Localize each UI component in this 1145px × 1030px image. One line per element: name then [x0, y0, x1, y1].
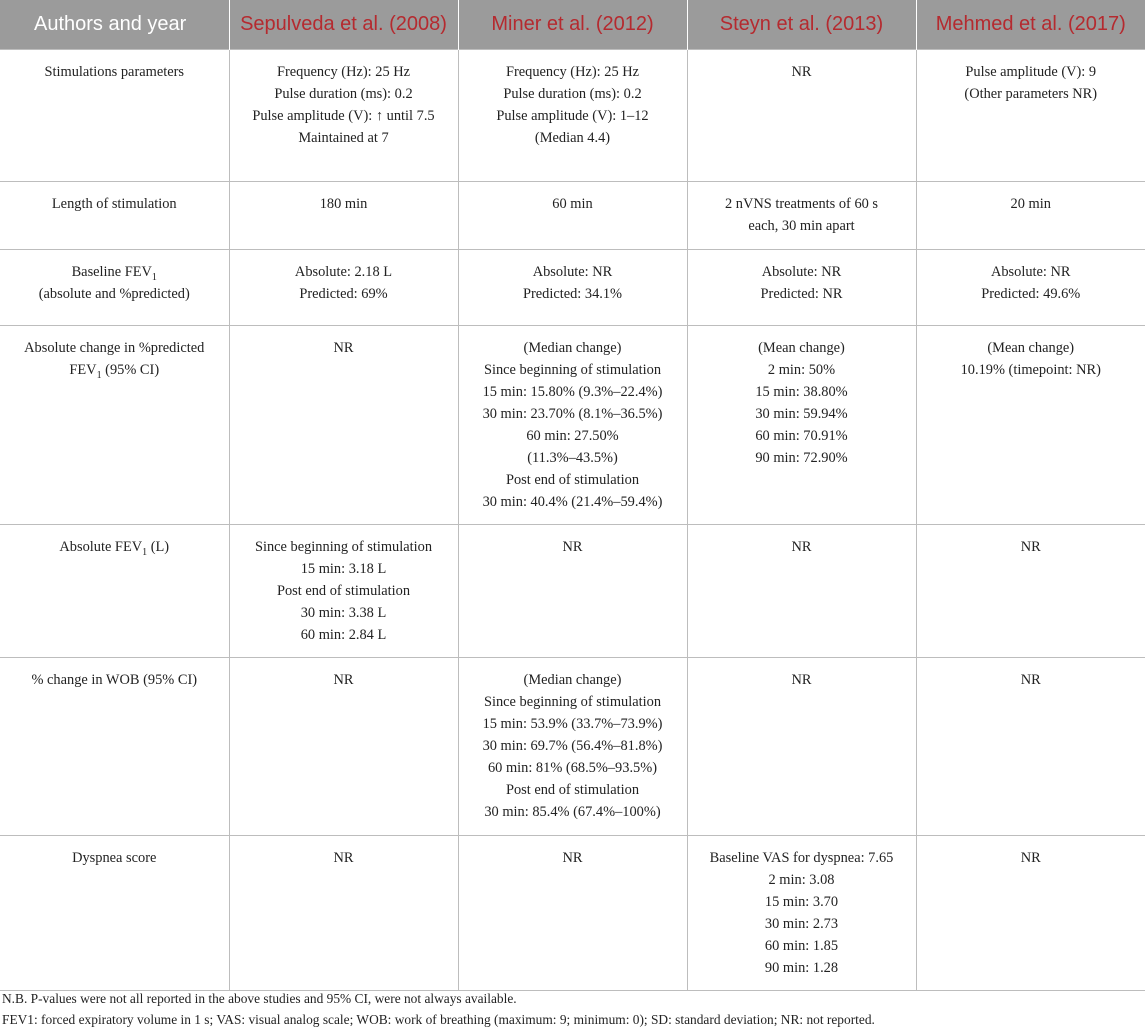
cell-line: (Other parameters NR): [964, 86, 1098, 102]
cell-line: 2 nVNS treatments of 60 s: [724, 196, 879, 212]
cell-line: (Mean change): [758, 340, 845, 356]
cell-line: 30 min: 3.38 L: [300, 605, 387, 621]
table-cell: [458, 836, 687, 991]
table-footnotes: [2, 988, 875, 1030]
cell-line: (Median 4.4): [534, 130, 611, 146]
row-label-part: Baseline FEV: [71, 264, 152, 280]
table-cell: [458, 182, 687, 250]
row-label: [0, 326, 229, 525]
cell-line: (Median change): [523, 340, 622, 356]
row-label-text: [4, 261, 225, 283]
cell-line: 15 min: 38.80%: [755, 384, 848, 400]
cell-line: (Mean change): [987, 340, 1075, 356]
row-label-text: Dyspnea score: [72, 850, 157, 866]
cell-line: 15 min: 15.80% (9.3%–22.4%): [482, 384, 663, 400]
cell-line: Pulse duration (ms): 0.2: [274, 86, 413, 102]
cell-line: 20 min: [1010, 196, 1051, 212]
table-row: [0, 250, 1145, 326]
cell-line: Predicted: 69%: [299, 286, 388, 302]
table-cell: [458, 525, 687, 658]
cell-line: Since beginning of stimulation: [254, 539, 433, 555]
cell-line: NR: [333, 672, 354, 688]
cell-line: NR: [562, 539, 583, 555]
cell-line: 30 min: 69.7% (56.4%–81.8%): [482, 738, 663, 754]
row-label-text: Length of stimulation: [51, 196, 177, 212]
row-label-part: Absolute change in %predicted: [24, 340, 205, 356]
table-row: [0, 836, 1145, 991]
footnote-nb: N.B. P-values were not all reported in the above studies and 95% CI, were not always available.: [2, 991, 517, 1006]
subscript: 1: [151, 271, 157, 283]
subscript: 1: [96, 369, 102, 381]
cell-line: Absolute: NR: [761, 264, 842, 280]
table-cell: [916, 250, 1145, 326]
table-cell: [916, 525, 1145, 658]
cell-line: Post end of stimulation: [505, 472, 640, 488]
cell-line: Pulse duration (ms): 0.2: [503, 86, 642, 102]
cell-line: 30 min: 23.70% (8.1%–36.5%): [482, 406, 663, 422]
subscript: 1: [142, 546, 148, 558]
cell-line: 30 min: 2.73: [764, 916, 839, 932]
table-cell: [916, 836, 1145, 991]
table-row: [0, 326, 1145, 525]
cell-line: Predicted: 49.6%: [981, 286, 1081, 302]
table-cell: [687, 326, 916, 525]
row-label: [0, 50, 229, 182]
cell-line: 30 min: 85.4% (67.4%–100%): [484, 804, 661, 820]
table-cell: [458, 658, 687, 836]
cell-line: Pulse amplitude (V): 1–12: [496, 108, 649, 124]
cell-line: NR: [1020, 539, 1041, 555]
table-row: [0, 182, 1145, 250]
header-row-label: Authors and year: [0, 0, 229, 50]
cell-line: Post end of stimulation: [276, 583, 411, 599]
row-label-part: Absolute FEV: [59, 539, 143, 555]
cell-line: Absolute: 2.18 L: [294, 264, 393, 280]
cell-line: NR: [1020, 850, 1041, 866]
table-cell: [229, 326, 458, 525]
table-cell: [916, 326, 1145, 525]
cell-line: 15 min: 53.9% (33.7%–73.9%): [482, 716, 663, 732]
cell-line: NR: [333, 340, 354, 356]
row-label-part: (absolute and %predicted): [38, 286, 190, 302]
cell-line: 60 min: 27.50%: [526, 428, 619, 444]
table-cell: [458, 50, 687, 182]
row-label-text: [4, 359, 225, 381]
cell-line: Predicted: 34.1%: [522, 286, 623, 302]
cell-line: (11.3%–43.5%): [527, 450, 618, 466]
table-row: [0, 525, 1145, 658]
cell-line: 2 min: 50%: [767, 362, 836, 378]
cell-line: 60 min: 70.91%: [755, 428, 848, 444]
header-study-miner: Miner et al. (2012): [458, 0, 687, 50]
table-cell: [229, 836, 458, 991]
header-study-steyn: Steyn et al. (2013): [687, 0, 916, 50]
table-cell: [229, 182, 458, 250]
table-cell: [458, 326, 687, 525]
table-cell: [687, 836, 916, 991]
table-header-row: [0, 0, 1145, 50]
cell-line: 30 min: 40.4% (21.4%–59.4%): [482, 494, 663, 510]
cell-line: 180 min: [319, 196, 368, 212]
cell-line: NR: [562, 850, 583, 866]
cell-line: 60 min: 1.85: [764, 938, 839, 954]
table-cell: [916, 658, 1145, 836]
row-label-text: % change in WOB (95% CI): [31, 672, 198, 688]
table-cell: [229, 50, 458, 182]
table-cell: [916, 182, 1145, 250]
table-cell: [687, 50, 916, 182]
cell-line: 90 min: 1.28: [764, 960, 839, 976]
cell-line: 60 min: [552, 196, 593, 212]
row-label: [0, 250, 229, 326]
table-cell: [687, 182, 916, 250]
cell-line: 30 min: 59.94%: [755, 406, 848, 422]
cell-line: 15 min: 3.18 L: [300, 561, 387, 577]
cell-line: NR: [1020, 672, 1041, 688]
table-cell: [229, 250, 458, 326]
table-cell: [229, 525, 458, 658]
cell-line: each, 30 min apart: [748, 218, 855, 234]
cell-line: 2 min: 3.08: [768, 872, 835, 888]
table-row: [0, 658, 1145, 836]
cell-line: NR: [333, 850, 354, 866]
cell-line: Since beginning of stimulation: [483, 362, 662, 378]
row-label-part: (L): [147, 539, 170, 555]
row-label: [0, 182, 229, 250]
cell-line: 15 min: 3.70: [764, 894, 839, 910]
table-cell: [458, 250, 687, 326]
cell-line: NR: [791, 539, 812, 555]
table-cell: [687, 525, 916, 658]
cell-line: 90 min: 72.90%: [755, 450, 848, 466]
table-cell: [916, 50, 1145, 182]
row-label-part: (95% CI): [101, 362, 160, 378]
cell-line: NR: [791, 672, 812, 688]
row-label-text: [4, 536, 225, 558]
row-label: [0, 836, 229, 991]
header-study-mehmed: Mehmed et al. (2017): [916, 0, 1145, 50]
row-label: [0, 658, 229, 836]
cell-line: (Median change): [523, 672, 622, 688]
row-label-part: FEV: [69, 362, 97, 378]
row-label-text: Stimulations parameters: [44, 64, 184, 80]
table-cell: [229, 658, 458, 836]
table-cell: [687, 658, 916, 836]
cell-line: Since beginning of stimulation: [483, 694, 662, 710]
table-row: [0, 50, 1145, 182]
cell-line: Post end of stimulation: [505, 782, 640, 798]
cell-line: Frequency (Hz): 25 Hz: [276, 64, 411, 80]
cell-line: Maintained at 7: [298, 130, 389, 146]
cell-line: Baseline VAS for dyspnea: 7.65: [709, 850, 894, 866]
cell-line: Pulse amplitude (V): 9: [965, 64, 1097, 80]
cell-line: NR: [791, 64, 812, 80]
cell-line: 60 min: 2.84 L: [300, 627, 387, 643]
cell-line: Frequency (Hz): 25 Hz: [505, 64, 640, 80]
cell-line: 10.19% (timepoint: NR): [960, 362, 1101, 378]
row-label: [0, 525, 229, 658]
cell-line: Absolute: NR: [990, 264, 1071, 280]
cell-line: Predicted: NR: [760, 286, 843, 302]
cell-line: Absolute: NR: [532, 264, 613, 280]
table-cell: [687, 250, 916, 326]
cell-line: 60 min: 81% (68.5%–93.5%): [487, 760, 658, 776]
cell-line: Pulse amplitude (V): ↑ until 7.5: [252, 108, 435, 124]
footnote-abbreviations: FEV1: forced expiratory volume in 1 s; VAS: visual analog scale; WOB: work of breathing (maximum: 9; minimum: 0); SD: standard deviation; NR: not reported.: [2, 1012, 875, 1027]
header-study-sepulveda: Sepulveda et al. (2008): [229, 0, 458, 50]
